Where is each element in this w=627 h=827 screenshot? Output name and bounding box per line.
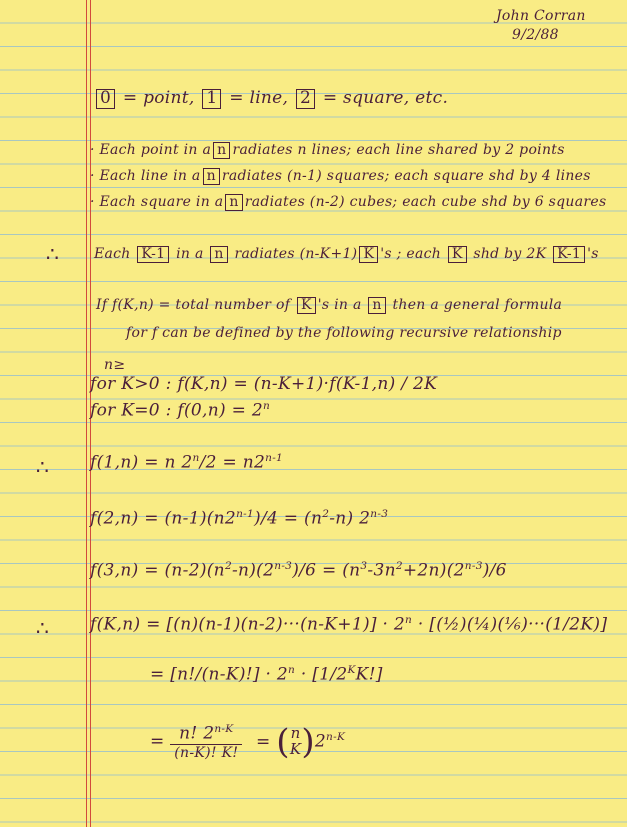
result-f2: $f(2,n) = (n-1)(n2^{n-1})/4 = (n^2-n)$ 2$^{n-3}$ <box>90 508 389 529</box>
result-f3: $f(3,n) = (n-2)(n^2-n)(2^{n-3})/6 = (n^3-3n^2+2n)(2^{n-3})/6$ <box>90 560 507 581</box>
fact-squares: · Each square in a n radiates (n-2) cubes; each cube shd by 6 squares <box>90 194 607 210</box>
definition-f-line2: for f can be defined by the following recursive relationship <box>126 325 562 341</box>
recursion-note: n≥ <box>104 357 126 373</box>
fact-lines: · Each line in a n radiates (n-1) squares; each square shd by 4 lines <box>90 168 591 184</box>
recursion-line-1: for K>0 : f(K,n) = (n-K+1)·f(K-1,n) / 2K <box>90 374 438 394</box>
factorial-fraction: $\frac{n! 2^{n-K}}{(n-K)! K!}$ <box>170 723 242 761</box>
therefore-symbol-2: ∴ <box>36 455 49 479</box>
general-result-line-3: = $\frac{n! 2^{n-K}}{(n-K)! K!}$ = ( n K )$2^{n-K}$ <box>150 722 346 762</box>
margin-line-left <box>86 0 87 827</box>
box-2: 2 <box>296 89 315 109</box>
definition-f-line1: If f(K,n) = total number of K 's in a n then a general formula <box>96 297 563 313</box>
author-signature: John Corran <box>496 8 586 24</box>
result-f1: f(1,n) = n $2^n/2 = n2^{n-1}$ <box>90 452 284 473</box>
date: 9/2/88 <box>512 27 559 43</box>
definitions-line: 0 = point, 1 = line, 2 = square, etc. <box>94 88 448 109</box>
recursion-line-2: for K=0 : $f(0,n) = 2^n$ <box>90 400 271 421</box>
box-0: 0 <box>96 89 115 109</box>
general-result-line-1: $f(K,n) = [(n)(n-1)(n-2)\cdot\cdot\cdot(n-K+1)] \cdot 2^n$ · [(½)(¼)(⅙)···(1/2K)] <box>90 614 608 635</box>
general-result-line-2: = $[n!/(n-K)!] \cdot 2^n \cdot [1/2^KK!]$ <box>150 664 383 685</box>
therefore-symbol-3: ∴ <box>36 616 49 640</box>
general-statement: Each K-1 in a n radiates (n-K+1) K 's ; each K shd by 2K K-1 's <box>94 246 599 262</box>
therefore-symbol-1: ∴ <box>46 242 59 266</box>
box-1: 1 <box>202 89 221 109</box>
binomial-coefficient: n K <box>289 724 302 758</box>
fact-points: · Each point in a n radiates n lines; each line shared by 2 points <box>90 142 565 158</box>
